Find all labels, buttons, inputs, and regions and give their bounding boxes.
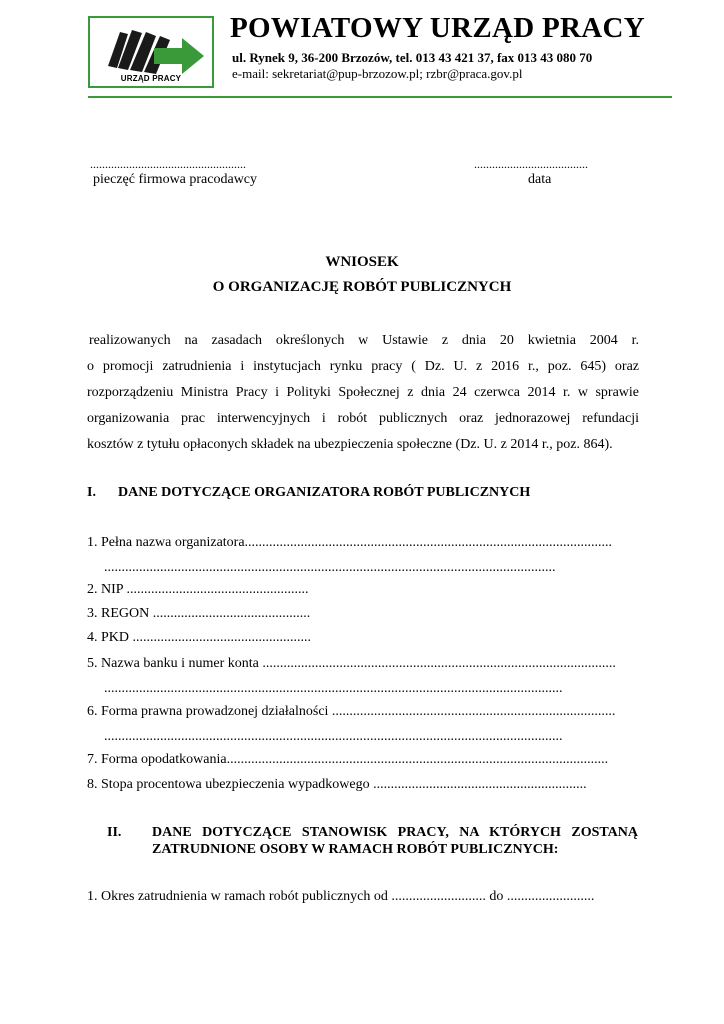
org-email: e-mail: sekretariat@pup-brzozow.pl; rzbr@praca.gov.pl: [232, 66, 523, 81]
field-bank-account-continuation[interactable]: ...................................................................................................................................: [104, 681, 563, 696]
intro-line: rozporządzeniu Ministra Pracy i Polityki Społecznej z dnia 24 czerwca 2014 r. w sprawie: [87, 385, 639, 400]
field-employment-period[interactable]: 1. Okres zatrudnienia w ramach robót publicznych od ........................... do .........................: [87, 889, 595, 904]
field-nip[interactable]: 2. NIP ....................................................: [87, 582, 309, 597]
logo-caption: URZĄD PRACY: [120, 74, 182, 83]
field-regon[interactable]: 3. REGON .............................................: [87, 606, 311, 621]
date-dots: ......................................: [474, 157, 588, 171]
intro-line: o promocji zatrudnienia i instytucjach rynku pracy ( Dz. U. z 2016 r., poz. 645) oraz: [87, 359, 639, 374]
document-title: WNIOSEK: [325, 254, 399, 270]
field-full-name-continuation[interactable]: .................................................................................................................................: [104, 560, 556, 575]
org-address: ul. Rynek 9, 36-200 Brzozów, tel. 013 43 421 37, fax 013 43 080 70: [232, 50, 593, 65]
field-taxation-form[interactable]: 7. Forma opodatkowania.............................................................................................................: [87, 752, 609, 767]
date-label: data: [528, 172, 552, 187]
org-name: POWIATOWY URZĄD PRACY: [230, 12, 645, 44]
field-bank-account[interactable]: 5. Nazwa banku i numer konta .....................................................................................................: [87, 656, 616, 671]
stamp-dots: ....................................................: [90, 157, 246, 171]
field-legal-form[interactable]: 6. Forma prawna prowadzonej działalności .................................................................................: [87, 704, 616, 719]
logo: [88, 16, 214, 88]
intro-line: kosztów z tytułu opłaconych składek na ubezpieczenia społeczne (Dz. U. z 2014 r., poz. 864).: [87, 437, 613, 452]
section1-title: DANE DOTYCZĄCE ORGANIZATORA ROBÓT PUBLICZNYCH: [118, 485, 531, 500]
field-full-name[interactable]: 1. Pełna nazwa organizatora.........................................................................................................: [87, 535, 613, 550]
header-divider: [88, 96, 672, 98]
section2-title-line2: ZATRUDNIONE OSOBY W RAMACH ROBÓT PUBLICZNYCH:: [152, 842, 559, 857]
field-pkd[interactable]: 4. PKD ...................................................: [87, 630, 312, 645]
section1-number: I.: [87, 485, 96, 500]
field-accident-insurance-rate[interactable]: 8. Stopa procentowa ubezpieczenia wypadkowego .............................................................: [87, 777, 587, 792]
document-subtitle: O ORGANIZACJĘ ROBÓT PUBLICZNYCH: [212, 279, 512, 295]
section2-title-line1: DANE DOTYCZĄCE STANOWISK PRACY, NA KTÓRYCH ZOSTANĄ: [152, 825, 638, 840]
section2-number: II.: [107, 825, 122, 840]
intro-line: realizowanych na zasadach określonych w Ustawie z dnia 20 kwietnia 2004 r.: [89, 333, 639, 348]
intro-line: organizowania prac interwencyjnych i robót publicznych oraz jednorazowej refundacji: [87, 411, 639, 426]
intro-paragraph: [87, 328, 639, 458]
field-legal-form-continuation[interactable]: ...................................................................................................................................: [104, 729, 563, 744]
stamp-label: pieczęć firmowa pracodawcy: [93, 172, 258, 187]
